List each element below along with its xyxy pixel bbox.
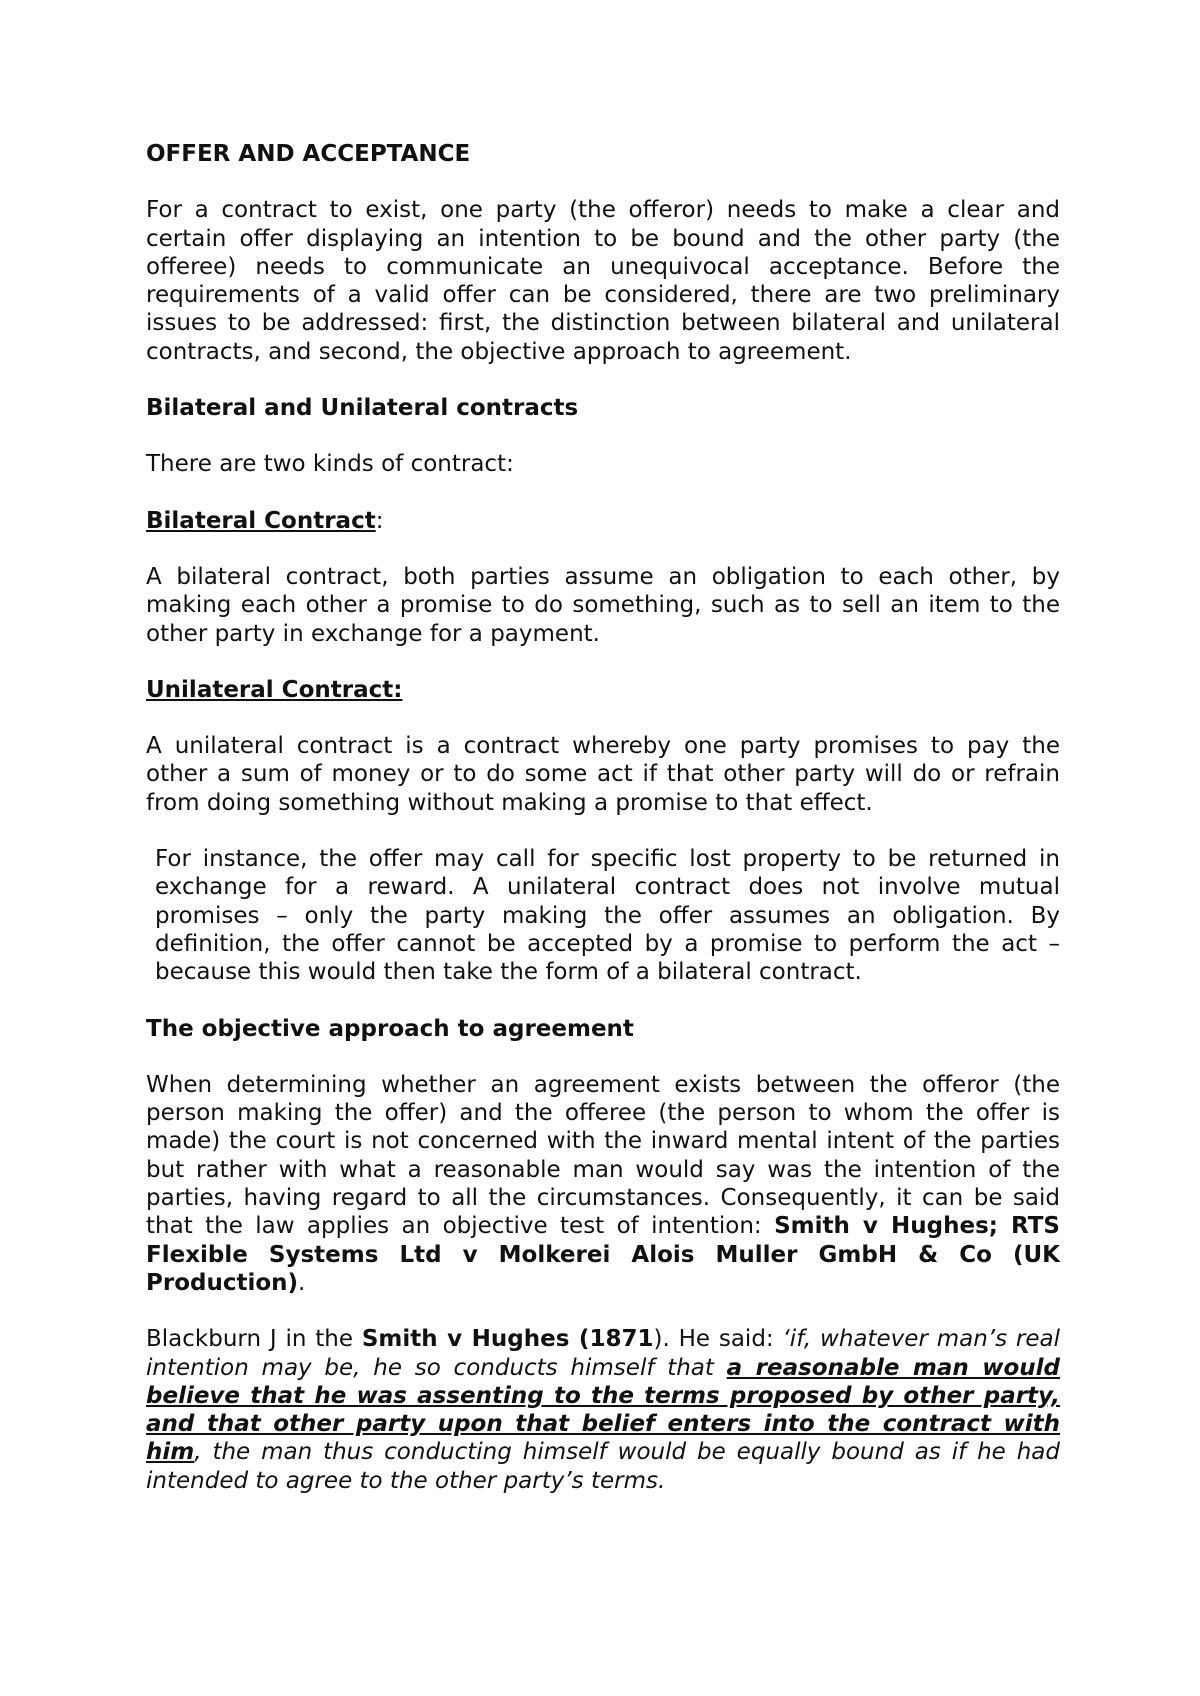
instance-paragraph: For instance, the offer may call for specific lost property to be returned in exchange for a reward. A unilateral contract does not involve mutual promises – only the party making the offer assumes an obligation. By definition, the offer cannot be accepted by a promise to perform the act – because this would then take the form of a bilateral contract. xyxy=(155,846,1060,986)
blackburn-quote-paragraph xyxy=(146,1325,1060,1495)
objective-approach-paragraph xyxy=(146,1071,1060,1297)
unilateral-contract-paragraph: A unilateral contract is a contract whereby one party promises to pay the other a sum of money or to do some act if that other party will do or refrain from doing something without making a promise to that effect. xyxy=(146,733,1060,816)
quote-emphasis: a reasonable man would believe that he was assenting to the terms proposed by other party, and that other party upon that belief enters into the contract with him xyxy=(146,1354,1061,1466)
case-citations: Smith v Hughes; RTS Flexible Systems Ltd v Molkerei Alois Muller GmbH & Co (UK Production) xyxy=(146,1213,1060,1296)
contract-kinds-lead: There are two kinds of contract: xyxy=(146,451,514,478)
bilateral-contract-label: Bilateral Contract xyxy=(146,507,376,534)
bilateral-contract-paragraph: A bilateral contract, both parties assume an obligation to each other, by making each other a promise to do something, such as to sell an item to the other party in exchange for a payment. xyxy=(146,563,1060,647)
bilateral-contract-colon: : xyxy=(375,507,384,534)
section-heading-objective-approach: The objective approach to agreement xyxy=(146,1015,634,1042)
smith-v-hughes-case: Smith v Hughes (1871 xyxy=(361,1326,654,1353)
blackburn-mid: ). He said: xyxy=(653,1326,783,1353)
objective-approach-end: . xyxy=(298,1269,306,1296)
quote-end: , the man thus conducting himself would be equally bound as if he had intended to agree to the other party’s terms. xyxy=(146,1439,1060,1494)
section-heading-bilateral-unilateral: Bilateral and Unilateral contracts xyxy=(146,395,579,422)
document-page xyxy=(146,140,1060,1523)
intro-paragraph: For a contract to exist, one party (the offeror) needs to make a clear and certain offer displaying an intention to be bound and the other party (the offeree) needs to communicate an unequivocal acceptance. Before the requirements of a valid offer can be considered, there are two preliminary issues to be addressed: first, the distinction between bilateral and unilateral contracts, and second, the objective approach to agreement. xyxy=(146,197,1060,365)
objective-approach-text: When determining whether an agreement exists between the offeror (the person making the offer) and the offeree (the person to whom the offer is made) the court is not concerned with the inward mental intent of the parties but rather with what a reasonable man would say was the intention of the parties, having regard to all the circumstances. Consequently, it can be said that the law applies an objective test of intention: xyxy=(146,1071,1060,1240)
document-title: OFFER AND ACCEPTANCE xyxy=(146,141,471,167)
bilateral-contract-subheading xyxy=(146,507,1060,535)
blackburn-lead: Blackburn J in the xyxy=(146,1326,362,1353)
quote-start: ‘if, whatever man’s real intention may be, he so conducts himself that xyxy=(146,1326,1061,1381)
unilateral-contract-subheading xyxy=(146,676,1060,704)
unilateral-contract-label: Unilateral Contract: xyxy=(146,676,403,703)
